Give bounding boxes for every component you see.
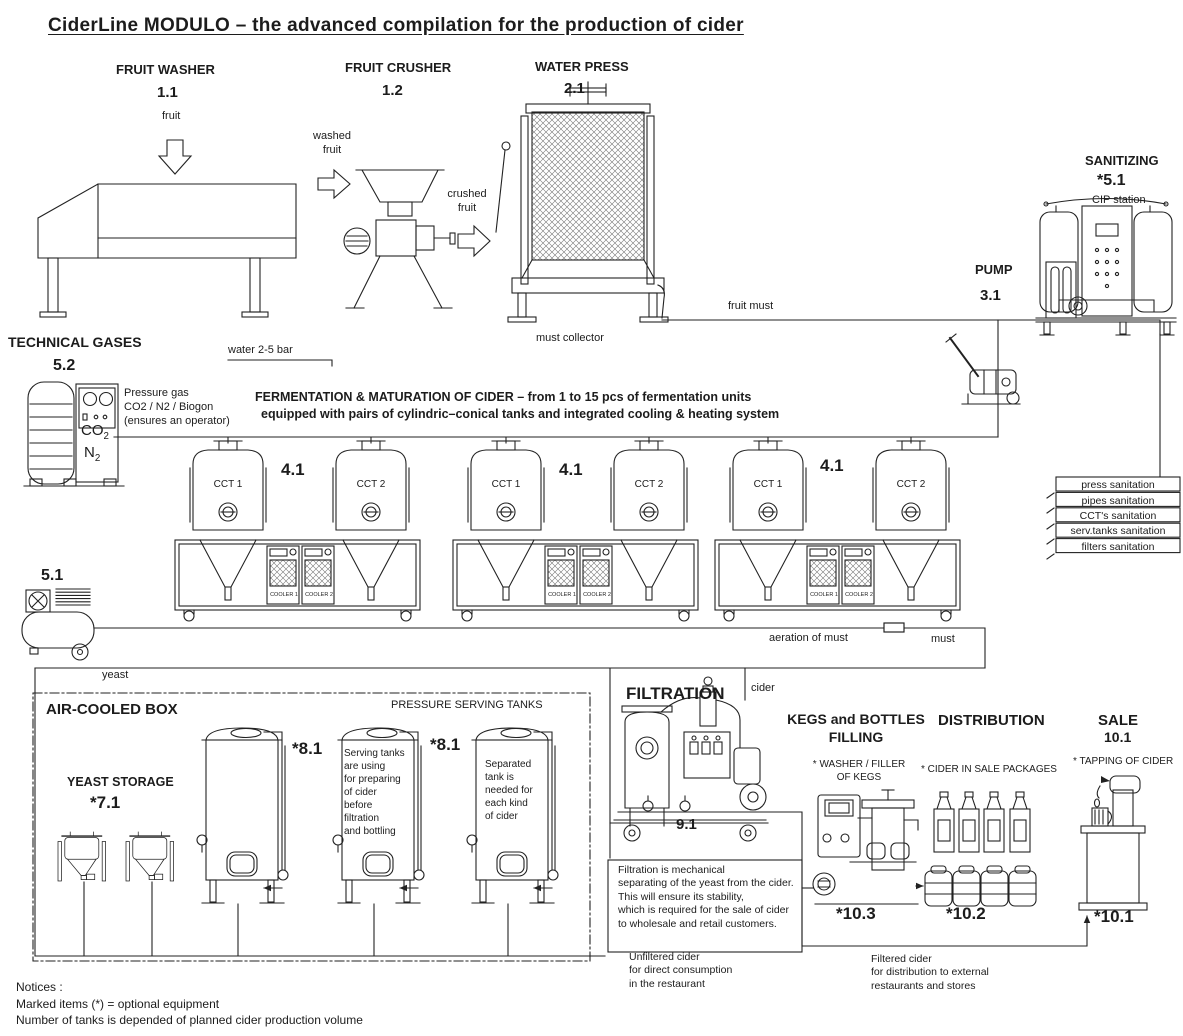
yeast-storage-label: YEAST STORAGE (67, 775, 174, 789)
cct-tank-label: CCT 2 (634, 479, 664, 490)
pump-label: PUMP (975, 262, 1013, 277)
line: and bottling (344, 826, 396, 837)
line: tank is (485, 772, 514, 783)
gas-cylinder-co2-label: $CO_2$ (81, 422, 109, 442)
cooler-label: COOLER 2 (583, 592, 611, 598)
cooler-label: COOLER 2 (305, 592, 333, 598)
process-pipes (35, 285, 1160, 956)
filtered-output-note (871, 953, 989, 993)
bottles-drawing (934, 792, 1030, 852)
line: Serving tanks (344, 748, 405, 759)
cct-tank-label: CCT 1 (491, 479, 521, 490)
cct-tank-label: CCT 2 (356, 479, 386, 490)
line: to wholesale and retail customers. (618, 917, 777, 930)
cct-tank-label: CCT 1 (213, 479, 243, 490)
cooler-label: COOLER 1 (270, 592, 298, 598)
line: KEGS and BOTTLES (787, 711, 925, 727)
cooler-label: COOLER 1 (810, 592, 838, 598)
sale-code: 10.1 (1104, 729, 1132, 745)
pump-code: 3.1 (980, 287, 1001, 304)
sanitizing-label: SANITIZING (1085, 153, 1159, 168)
kegs-filling-label (775, 711, 937, 746)
air-compressor-code: 5.1 (41, 567, 64, 584)
tapping-code: *10.1 (1094, 907, 1134, 926)
pump-drawing (946, 334, 1020, 404)
cooler-label: COOLER 1 (548, 592, 576, 598)
fermentation-heading-1: FERMENTATION & MATURATION OF CIDER – from 1 to 15 pcs of fermentation units (255, 390, 752, 404)
fruit-washer-label: FRUIT WASHER (116, 62, 215, 77)
line: in the restaurant (629, 977, 705, 990)
unfiltered-output-note (629, 951, 732, 991)
line: needed for (485, 785, 533, 796)
cooler-label: COOLER 2 (845, 592, 873, 598)
filtration-label: FILTRATION (626, 684, 725, 703)
cider-label: cider (751, 682, 775, 694)
kegs-code: *10.2 (946, 904, 986, 923)
line: separating of the yeast from the cider. (618, 877, 794, 890)
fruit-washer-code: 1.1 (157, 84, 178, 101)
cct-tank-label: CCT 2 (896, 479, 926, 490)
fermentation-heading-2: equipped with pairs of cylindric–conical tanks and integrated cooling & heating system (261, 407, 780, 421)
page-title: CiderLine MODULO – the advanced compilation for the production of cider (48, 15, 744, 36)
keg-washer-code: *10.3 (836, 904, 876, 923)
pressure-serving-tanks-label: PRESSURE SERVING TANKS (391, 699, 543, 711)
cip-station-label: CIP station (1092, 194, 1146, 206)
fruit-must-label: fruit must (728, 300, 774, 312)
fruit-crusher-code: 1.2 (382, 82, 403, 99)
notices (16, 979, 363, 1029)
sale-label: SALE (1098, 712, 1139, 729)
fruit-crusher-label: FRUIT CRUSHER (345, 60, 452, 75)
fruit-flow-label: fruit (162, 110, 181, 122)
serving-tank-code: *8.1 (430, 735, 461, 754)
air-compressor-drawing (22, 589, 94, 660)
yeast-flow-label: yeast (102, 669, 129, 681)
technical-gases-label: TECHNICAL GASES (8, 334, 142, 350)
distribution-label: DISTRIBUTION (938, 712, 1045, 729)
line: of cider (485, 811, 518, 822)
line: are using (344, 761, 386, 772)
serving-tank-note (485, 758, 549, 823)
distribution-sub: * CIDER IN SALE PACKAGES (921, 764, 1057, 775)
sanitation-line: serv.tanks sanitation (1070, 525, 1166, 538)
line: FILLING (828, 728, 884, 745)
fermentation-unit-code: 4.1 (820, 456, 844, 475)
line: for distribution to external (871, 966, 989, 979)
line: each kind (485, 798, 528, 809)
line: which is required for the sale of cider (618, 904, 789, 917)
line: Number of tanks is depended of planned cider production volume (16, 1013, 363, 1028)
sanitation-line: pipes sanitation (1081, 494, 1155, 507)
line: before (344, 800, 373, 811)
cip-station-drawing (1036, 199, 1176, 336)
line: for direct consumption (629, 964, 733, 977)
sanitizing-code: *5.1 (1097, 172, 1126, 189)
fermentation-unit-code: 4.1 (559, 460, 583, 479)
line: filtration (344, 813, 380, 824)
water-press-label: WATER PRESS (535, 59, 629, 74)
line: Separated (485, 759, 532, 770)
water-press-code: 2.1 (564, 80, 585, 97)
yeast-storage-drawing (58, 832, 174, 881)
sanitation-line: press sanitation (1081, 479, 1155, 491)
filtration-code: 9.1 (676, 816, 697, 833)
line: for preparing (344, 774, 401, 785)
keg-washer-drawing (813, 790, 918, 904)
sale-sub: * TAPPING OF CIDER (1073, 756, 1174, 767)
aeration-label: aeration of must (769, 632, 848, 644)
line: of cider (344, 787, 377, 798)
line: Marked items (*) = optional equipment (16, 996, 220, 1011)
yeast-storage-code: *7.1 (90, 793, 121, 812)
cct-tank-label: CCT 1 (753, 479, 783, 490)
line: restaurants and stores (871, 979, 976, 992)
washed-fruit-label: washed fruit (313, 130, 351, 156)
water-press-drawing (496, 82, 668, 322)
kegs-drawing (925, 866, 1036, 906)
air-cooled-box-outline (33, 693, 590, 961)
line: Pressure gas (124, 387, 189, 399)
line: CO2 / N2 / Biogon (124, 400, 214, 413)
line: OF KEGS (836, 772, 882, 783)
line: This will ensure its stability, (618, 890, 744, 903)
fruit-washer-drawing (38, 184, 296, 317)
fermentation-unit-code: 4.1 (281, 460, 305, 479)
sale-counter-drawing (1079, 776, 1147, 910)
line: Notices : (16, 980, 63, 994)
line: Filtered cider (871, 953, 932, 965)
serving-tank-code: *8.1 (292, 739, 323, 758)
line: * WASHER / FILLER (812, 759, 906, 770)
sanitation-line: filters sanitation (1081, 540, 1155, 553)
air-cooled-box-label: AIR-COOLED BOX (46, 701, 178, 718)
technical-gases-drawing (24, 382, 124, 486)
technical-gases-code: 5.2 (53, 357, 76, 374)
gas-cylinder-n2-label: $N_2$ (84, 444, 101, 464)
kegs-filling-sub (810, 758, 908, 784)
pressure-gas-note (124, 387, 230, 428)
sanitation-line: CCT's sanitation (1079, 510, 1157, 522)
filtration-note (618, 864, 794, 931)
must-collector-label: must collector (536, 332, 604, 344)
must-label: must (931, 633, 955, 645)
serving-tank-note (344, 747, 414, 838)
line: Unfiltered cider (629, 951, 700, 963)
water-bar-label: water 2-5 bar (228, 344, 293, 356)
crushed-fruit-label: crushed fruit (447, 188, 487, 214)
line: Filtration is mechanical (618, 864, 725, 876)
line: (ensures an operator) (124, 414, 230, 427)
